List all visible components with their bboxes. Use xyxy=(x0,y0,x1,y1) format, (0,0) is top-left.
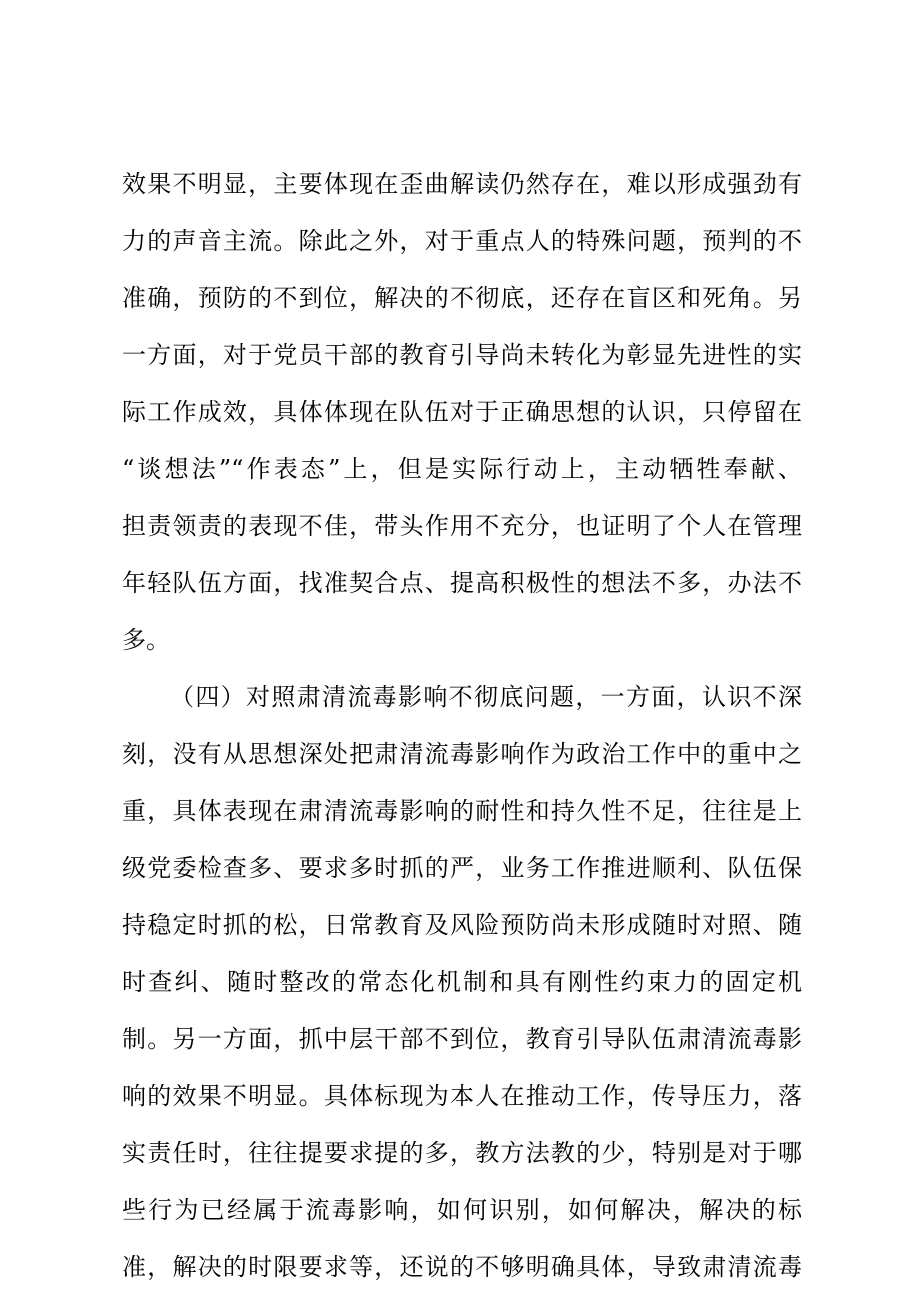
text-line: “谈想法”“作表态”上，但是实际行动上，主动牺牲奉献、 xyxy=(122,455,802,483)
text-line: 持稳定时抓的松，日常教育及风险预防尚未形成随时对照、随 xyxy=(122,911,802,939)
text-line: 效果不明显，主要体现在歪曲解读仍然存在，难以形成强劲有 xyxy=(122,170,802,198)
text-line: 些行为已经属于流毒影响，如何识别，如何解决，解决的标 xyxy=(122,1196,802,1224)
text-line: 实责任时，往往提要求提的多，教方法教的少，特别是对于哪 xyxy=(122,1139,802,1167)
text-line: 准，解决的时限要求等，还说的不够明确具体，导致肃清流毒 xyxy=(122,1253,802,1281)
text-line: 制。另一方面，抓中层干部不到位，教育引导队伍肃清流毒影 xyxy=(122,1025,802,1053)
text-line: 刻，没有从思想深处把肃清流毒影响作为政治工作中的重中之 xyxy=(122,740,802,768)
document-body xyxy=(122,156,802,1296)
text-line: 时查纠、随时整改的常态化机制和具有刚性约束力的固定机 xyxy=(122,968,802,996)
text-line: 力的声音主流。除此之外，对于重点人的特殊问题，预判的不 xyxy=(122,227,802,255)
text-line: 际工作成效，具体体现在队伍对于正确思想的认识，只停留在 xyxy=(122,398,802,426)
text-line: 一方面，对于党员干部的教育引导尚未转化为彰显先进性的实 xyxy=(122,341,802,369)
text-line: 级党委检查多、要求多时抓的严，业务工作推进顺利、队伍保 xyxy=(122,854,802,882)
text-line: 准确，预防的不到位，解决的不彻底，还存在盲区和死角。另 xyxy=(122,284,802,312)
text-line: 担责领责的表现不佳，带头作用不充分，也证明了个人在管理 xyxy=(122,512,802,540)
paragraph-start-line: （四）对照肃清流毒影响不彻底问题，一方面，认识不深 xyxy=(170,683,802,711)
text-line: 响的效果不明显。具体标现为本人在推动工作，传导压力，落 xyxy=(122,1082,802,1110)
text-line: 重，具体表现在肃清流毒影响的耐性和持久性不足，往往是上 xyxy=(122,797,802,825)
paragraph-end-line: 多。 xyxy=(122,626,170,654)
text-line: 年轻队伍方面，找准契合点、提高积极性的想法不多，办法不 xyxy=(122,569,802,597)
